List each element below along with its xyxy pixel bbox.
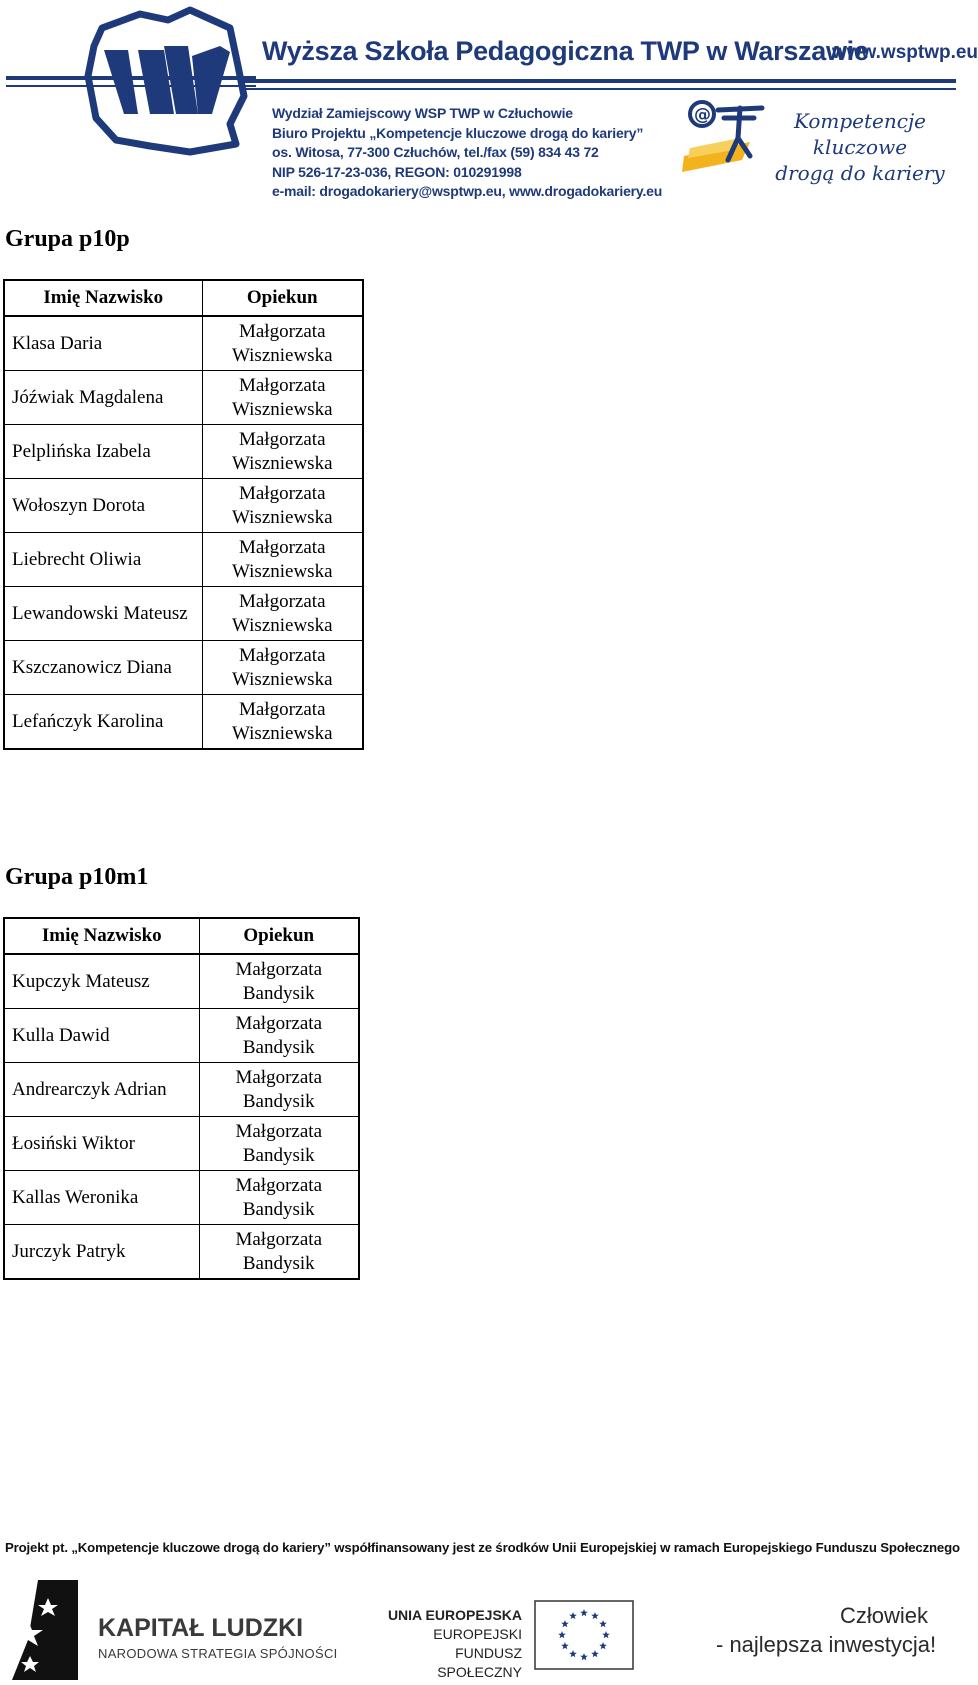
caretaker-cell: [202, 695, 363, 750]
table-row: [4, 479, 363, 533]
participant-name: Kupczyk Mateusz: [4, 954, 199, 1009]
caretaker-name-line: Wiszniewska: [231, 560, 333, 582]
table-body: [4, 954, 359, 1279]
participant-name: Kallas Weronika: [4, 1171, 199, 1225]
contact-line: Wydział Zamiejscowy WSP TWP w Człuchowie: [272, 105, 573, 121]
table-row: [4, 1225, 359, 1280]
caretaker-name-line: Wiszniewska: [231, 344, 333, 366]
slogan-line-1: Człowiek: [840, 1603, 929, 1628]
caretaker-name-line: Małgorzata: [235, 1012, 322, 1034]
caretaker-name-line: Małgorzata: [238, 428, 326, 450]
caretaker-cell: [202, 533, 363, 587]
slogan-line-2: - najlepsza inwestycja!: [716, 1632, 937, 1657]
participant-name: Lewandowski Mateusz: [4, 587, 202, 641]
caretaker-name-line: Bandysik: [242, 1036, 315, 1058]
caretaker-name-line: Bandysik: [242, 1144, 315, 1166]
column-header-caretaker: Opiekun: [199, 918, 359, 954]
project-logo-icon: [680, 98, 770, 178]
table-row: [4, 954, 359, 1009]
caretaker-cell: [202, 316, 363, 371]
participant-name: Kulla Dawid: [4, 1009, 199, 1063]
caretaker-name-line: Małgorzata: [238, 536, 326, 558]
group-title: Grupa p10m1: [5, 864, 149, 890]
caretaker-name-line: Małgorzata: [238, 590, 326, 612]
caretaker-name-line: Wiszniewska: [231, 722, 333, 744]
caretaker-cell: [199, 954, 359, 1009]
participant-name: Jóźwiak Magdalena: [4, 371, 202, 425]
project-logo-text: Kompetencje kluczowe drogą do kariery: [775, 109, 945, 185]
caretaker-name-line: Małgorzata: [238, 320, 326, 342]
table-header-row: [4, 280, 363, 316]
participant-name: Jurczyk Patryk: [4, 1225, 199, 1280]
column-header-caretaker: Opiekun: [202, 280, 363, 316]
caretaker-name-line: Małgorzata: [235, 1228, 322, 1250]
table-row: [4, 1171, 359, 1225]
caretaker-name-line: Wiszniewska: [231, 452, 333, 474]
participant-name: Pelplińska Izabela: [4, 425, 202, 479]
kapital-ludzki-title: KAPITAŁ LUDZKI: [98, 1614, 304, 1642]
contact-block: [272, 104, 662, 202]
caretaker-name-line: Wiszniewska: [231, 506, 333, 528]
group-title: Grupa p10p: [5, 226, 130, 252]
caretaker-cell: [199, 1009, 359, 1063]
caretaker-name-line: Małgorzata: [235, 1066, 322, 1088]
header-rule: [6, 76, 256, 80]
kapital-ludzki-subtitle: NARODOWA STRATEGIA SPÓJNOŚCI: [98, 1646, 338, 1661]
table-body: [4, 316, 363, 749]
header-rule: [244, 88, 956, 90]
project-funding-note: Projekt pt. „Kompetencje kluczowe drogą do kariery” współfinansowany jest ze środków Unii Europejskiej w ramach Europejskiego Funduszu Społecznego: [5, 1540, 960, 1555]
group-table: [3, 279, 364, 750]
caretaker-cell: [202, 371, 363, 425]
participant-name: Andrearczyk Adrian: [4, 1063, 199, 1117]
caretaker-cell: [199, 1171, 359, 1225]
participant-name: Klasa Daria: [4, 316, 202, 371]
caretaker-name-line: Bandysik: [242, 1090, 315, 1112]
table-row: [4, 695, 363, 750]
caretaker-cell: [202, 587, 363, 641]
table-row: [4, 1009, 359, 1063]
eu-fund-label: UNIA EUROPEJSKA EUROPEJSKI FUNDUSZ SPOŁECZNY: [387, 1607, 522, 1680]
table-header-row: [4, 918, 359, 954]
contact-line: os. Witosa, 77-300 Człuchów, tel./fax (59) 834 43 72: [272, 144, 599, 160]
participant-name: Wołoszyn Dorota: [4, 479, 202, 533]
table-row: [4, 316, 363, 371]
caretaker-cell: [202, 641, 363, 695]
caretaker-name-line: Małgorzata: [235, 1174, 322, 1196]
table-row: [4, 587, 363, 641]
contact-line[interactable]: e-mail: drogadokariery@wsptwp.eu, www.drogadokariery.eu: [272, 183, 663, 199]
contact-line: Biuro Projektu „Kompetencje kluczowe drogą do kariery”: [272, 124, 644, 141]
school-name: Wyższa Szkoła Pedagogiczna TWP w Warszawie: [262, 36, 869, 66]
caretaker-cell: [199, 1063, 359, 1117]
contact-line: NIP 526-17-23-036, REGON: 010291998: [272, 163, 522, 180]
caretaker-name-line: Małgorzata: [235, 958, 322, 980]
participant-name: Lefańczyk Karolina: [4, 695, 202, 750]
caretaker-cell: [202, 425, 363, 479]
header-rule: [244, 79, 956, 83]
caretaker-name-line: Bandysik: [242, 1252, 315, 1274]
kapital-ludzki-logo-icon: [8, 1580, 88, 1680]
table-row: [4, 1063, 359, 1117]
caretaker-name-line: Małgorzata: [235, 1120, 322, 1142]
svg-text:@: @: [694, 105, 711, 125]
caretaker-name-line: Małgorzata: [238, 374, 326, 396]
caretaker-name-line: Wiszniewska: [231, 668, 333, 690]
school-website[interactable]: www.wsptwp.eu: [832, 42, 978, 63]
caretaker-name-line: Małgorzata: [238, 644, 326, 666]
caretaker-name-line: Małgorzata: [238, 698, 326, 720]
column-header-name: Imię Nazwisko: [4, 918, 199, 954]
caretaker-cell: [202, 479, 363, 533]
participant-name: Liebrecht Oliwia: [4, 533, 202, 587]
caretaker-cell: [199, 1117, 359, 1171]
caretaker-name-line: Bandysik: [242, 1198, 315, 1220]
table-row: [4, 533, 363, 587]
header-rule: [6, 85, 256, 87]
column-header-name: Imię Nazwisko: [4, 280, 202, 316]
eu-flag-icon: [534, 1600, 634, 1670]
caretaker-name-line: Bandysik: [242, 982, 315, 1004]
wsp-twp-poland-map-logo: [80, 6, 250, 156]
caretaker-cell: [199, 1225, 359, 1280]
participant-name: Kszczanowicz Diana: [4, 641, 202, 695]
caretaker-name-line: Wiszniewska: [231, 614, 333, 636]
caretaker-name-line: Małgorzata: [238, 482, 326, 504]
letterhead: [0, 0, 978, 205]
caretaker-name-line: Wiszniewska: [231, 398, 333, 420]
table-row: [4, 371, 363, 425]
table-row: [4, 641, 363, 695]
table-row: [4, 425, 363, 479]
group-table: [3, 917, 360, 1280]
table-row: [4, 1117, 359, 1171]
participant-name: Łosiński Wiktor: [4, 1117, 199, 1171]
